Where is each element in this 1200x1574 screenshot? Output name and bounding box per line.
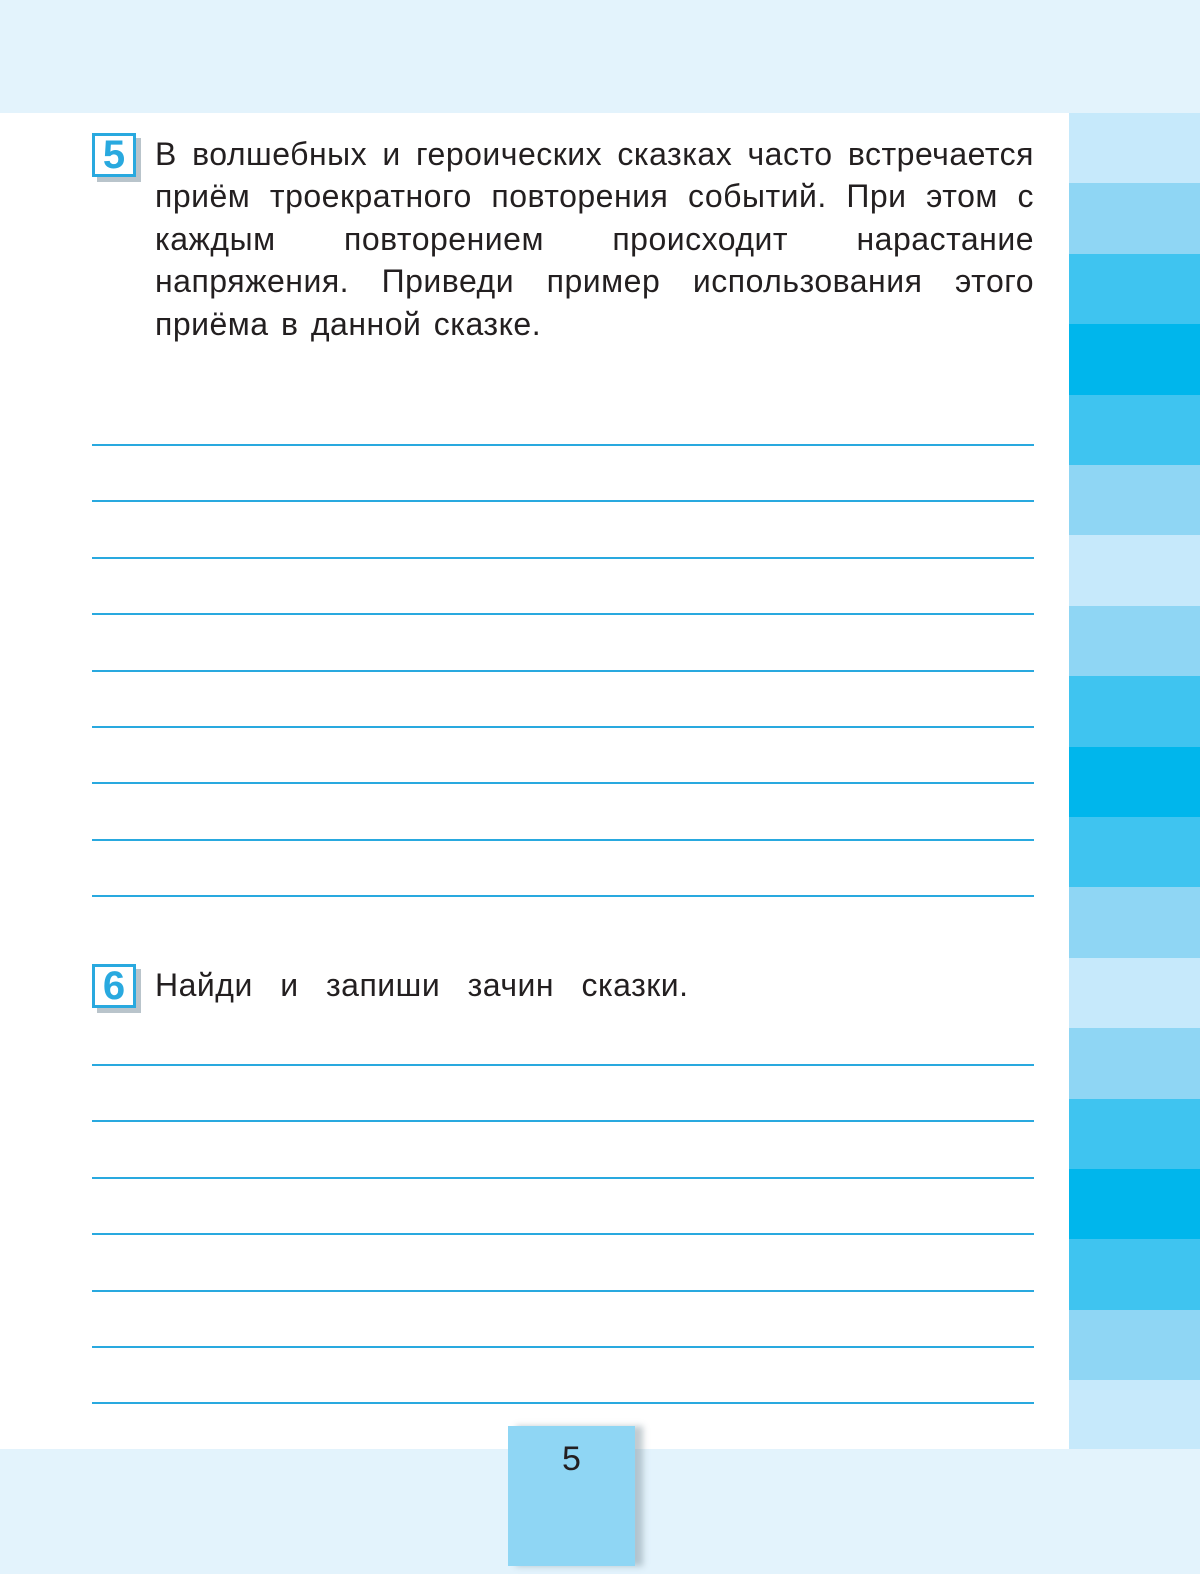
page-number-tab [508, 1426, 635, 1566]
answer-line[interactable] [92, 557, 1034, 559]
task-number-badge: 6 [92, 964, 136, 1008]
answer-line[interactable] [92, 1346, 1034, 1348]
answer-line[interactable] [92, 1233, 1034, 1235]
page-number: 5 [562, 1440, 581, 1478]
answer-line[interactable] [92, 726, 1034, 728]
answer-line[interactable] [92, 1290, 1034, 1292]
top-header-band [0, 0, 1200, 113]
answer-line[interactable] [92, 1402, 1034, 1404]
task-text: Найди и запиши зачин сказки. [155, 967, 689, 1003]
side-stripe [1069, 1239, 1200, 1310]
task-number-badge: 5 [92, 133, 136, 177]
answer-line[interactable] [92, 670, 1034, 672]
task-text: В волшебных и героических сказках часто встречается приём троекратного повторения событий. При этом с каждым повторением происходит нарастание напряжения. Приведи пример использования этого приёма в данной сказке. [155, 136, 1034, 342]
task-5 [92, 133, 1034, 403]
answer-line[interactable] [92, 613, 1034, 615]
side-stripe [1069, 1169, 1200, 1240]
answer-line[interactable] [92, 782, 1034, 784]
side-stripe [1069, 1310, 1200, 1381]
answer-line[interactable] [92, 839, 1034, 841]
answer-line[interactable] [92, 1177, 1034, 1179]
side-stripe [1069, 817, 1200, 888]
side-stripe [1069, 395, 1200, 466]
answer-line[interactable] [92, 500, 1034, 502]
answer-line[interactable] [92, 444, 1034, 446]
side-color-stripes [1069, 113, 1200, 1449]
task-6 [92, 964, 1034, 1014]
answer-line[interactable] [92, 1064, 1034, 1066]
side-stripe [1069, 606, 1200, 677]
side-stripe [1069, 113, 1200, 184]
answer-line[interactable] [92, 1120, 1034, 1122]
side-stripe [1069, 1099, 1200, 1170]
side-stripe [1069, 465, 1200, 536]
side-stripe [1069, 535, 1200, 606]
side-stripe [1069, 1028, 1200, 1099]
side-stripe [1069, 183, 1200, 254]
side-stripe [1069, 676, 1200, 747]
side-stripe [1069, 958, 1200, 1029]
side-stripe [1069, 324, 1200, 395]
side-stripe [1069, 254, 1200, 325]
answer-line[interactable] [92, 895, 1034, 897]
side-stripe [1069, 887, 1200, 958]
side-stripe [1069, 747, 1200, 818]
side-stripe [1069, 1380, 1200, 1451]
